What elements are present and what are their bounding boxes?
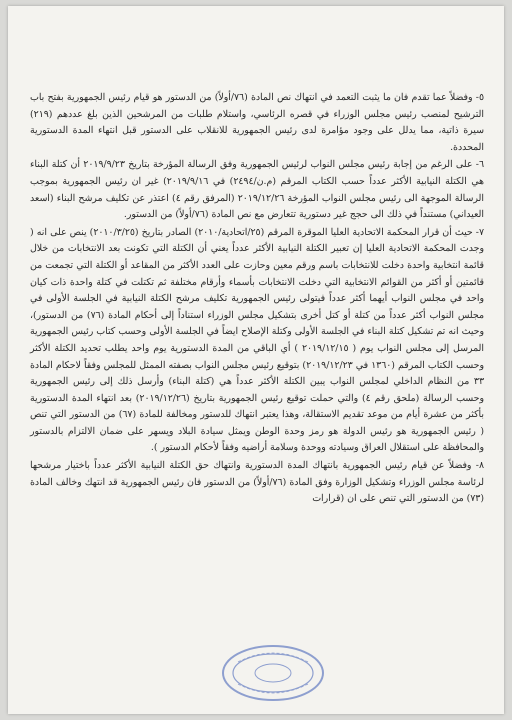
document-page [8, 6, 504, 714]
paragraph-8: ٨- وفضلاً عن قيام رئيس الجمهورية بانتهاك المدة الدستورية وانتهاك حق الكتلة النيابية الأكثر عدداً باختيار مرشحها لرئاسة مجلس الوزراء وتشكيل الوزارة وفق المادة (٧٦/أولاً) من الدستور فان رئيس الجمهورية قد انتهك وخالف المادة (٧٣) من الدستور التي تنص على ان (قرارات [30, 460, 485, 505]
official-stamp [218, 642, 328, 704]
document-body [30, 90, 484, 509]
paragraph-5: ٥- وفضلاً عما تقدم فان ما يثبت التعمد في انتهاك نص المادة (٧٦/أولاً) من الدستور هو قيام رئيس الجمهورية بفتح باب الترشيح لمنصب رئيس مجلس الوزراء في قصره الرئاسي، واستلام طلبات من المرشحين الذين بلغ عددهم (٢١٩) سيرة ذاتية، مما يدلل على وجود مؤامرة لدى رئيس الجمهورية للانقلاب على الدستور قبل انتهاء المدة الدستورية المحددة. [30, 92, 484, 153]
paragraph-7: ٧- حيث أن قرار المحكمة الاتحادية العليا الموقرة المرقم (٢٥/اتحادية/٢٠١٠) الصادر بتاريخ (٢٠١٠/٣/٢٥) ينص على انه ( وجدت المحكمة الاتحادية العليا إن تعبير الكتلة النيابية الأكثر عدداً يعني أن الكتلة التي تكونت بعد الانتخابات من خلال قائمة انتخابية واحدة دخلت للانتخابات باسم ورقم معين وحازت على العدد الأكثر من المقاعد أو الكتلة التي تجمعت من قائمتين أو أكثر من القوائم الانتخابية التي دخلت الانتخابات بأسماء وأرقام مختلفة ثم تكتلت في كتلة واحدة ذات كيان واحد في مجلس النواب أيهما أكثر عدداً فيتولى رئيس الجمهورية تكليف مرشح الكتلة النيابية في الجلسة الأولى في مجلس النواب أكثر عدداً من كتلة أو كتل أخرى بتشكيل مجلس الوزراء استناداً إلى أحكام المادة (٧٦) من الدستور)، وحيث انه تم تشكيل كتلة البناء في الجلسة الأولى وكتلة الإصلاح ايضاً في الجلسة الأولى وحسب كتاب رئيس الجمهورية المرسل إلى مجلس النواب يوم ( ٢٠١٩/١٢/١٥ ) أي الباقي من المدة الدستورية يوم واحد يطلب تحديد الكتلة الأكثر وحسب الكتاب المرقم (١٣٦٠ في ٢٠١٩/١٢/٢٣) بتوقيع رئيس مجلس النواب بصفته الممثل للمجلس وفقاً لاحكام المادة ٣٣ من النظام الداخلي لمجلس النواب يبين الكتلة الأكثر عدداً هي (كتلة البناء) وأرسل ذلك إلى رئيس الجمهورية وحسب الرسالة (ملحق رقم ٤) والتي حملت توقيع رئيس الجمهورية بتاريخ (٢٠١٩/١٢/٢٦) بعد انتهاء المدة الدستورية بأكثر من عشرة أيام من موعد تقديم الاستقالة، وهذا يعتبر انتهاك للدستور ومخالفة للمادة (٦٧) من الدستور التي تنص ( رئيس الجمهورية هو رئيس الدولة هو رمز وحدة الوطن ويمثل سيادة البلاد ويسهر على ضمان الالتزام بالدستور والمحافظة على استقلال العراق وسيادته ووحدة وسلامة أراضيه وفقاً لأحكام الدستور ). [30, 226, 484, 454]
stamp-seal-icon [218, 642, 328, 704]
paragraph-6: ٦- على الرغم من إجابة رئيس مجلس النواب لرئيس الجمهورية وفق الرسالة المؤرخة بتاريخ ٢٠١٩/٩/٢٣ أن كتلة البناء هي الكتلة النيابية الأكثر عدداً حسب الكتاب المرقم (م.ن/٢٤٩٤) في ٢٠١٩/٩/١٦) غير ان رئيس الجمهورية بموجب الرسالة الموجهة الى رئيس مجلس النواب المؤرخة ٢٠١٩/١٢/٢٦ (المرفق رقم ٤) اعتذر عن تكليف مرشح البناء (اسعد العيداني) مستنداً في ذلك الى حجج غير دستورية تتعارض مع نص المادة (٧٦/أولاً) من الدستور. [30, 159, 484, 221]
